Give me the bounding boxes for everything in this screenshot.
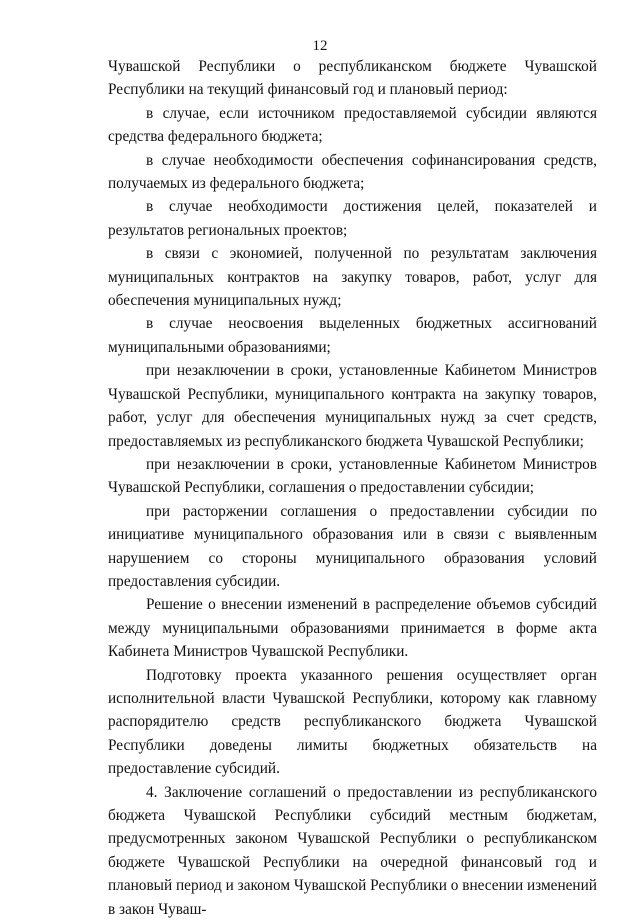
paragraph-section-4: 4. Заключение соглашений о предоставлении из республиканского бюджета Чувашской Республики субсидий местным бюджетам, предусмотренных законом Чувашской Республики о республиканском бюджете Чувашской Республики на очередной финансовый год и плановый период и законом Чувашской Республики о внесении изменений в закон Чуваш-: [108, 783, 597, 918]
paragraph-contract-not-concluded: при незаключении в сроки, установленные Кабинетом Министров Чувашской Республики, муниципального контракта на закупку товаров, работ, услуг для обеспечения муниципальных нужд за счет средств, предоставляемых из республиканского бюджета Чувашской Республики;: [108, 362, 597, 450]
paragraph-continuation: Чувашской Республики о республиканском бюджете Чувашской Республики на текущий финансовый год и плановый период:: [108, 58, 597, 99]
paragraph-contract-savings: в связи с экономией, полученной по результатам заключения муниципальных контрактов на закупку товаров, работ, услуг для обеспечения муниципальных нужд;: [108, 245, 597, 310]
paragraph-agreement-termination: при расторжении соглашения о предоставлении субсидии по инициативе муниципального образования или в связи с выявленным нарушением со стороны муниципального образования условий предоставления субсидии.: [108, 502, 597, 590]
paragraph-agreement-not-concluded: при незаключении в сроки, установленные Кабинетом Министров Чувашской Республики, соглашения о предоставлении субсидии;: [108, 455, 597, 497]
paragraph-regional-projects: в случае необходимости достижения целей, показателей и результатов региональных проектов;: [108, 198, 597, 239]
paragraph-cofinancing: в случае необходимости обеспечения софинансирования средств, получаемых из федерального бюджета;: [108, 151, 597, 193]
paragraph-federal-budget-source: в случае, если источником предоставляемой субсидии являются средства федерального бюджета;: [108, 104, 597, 146]
paragraph-draft-preparation: Подготовку проекта указанного решения осуществляет орган исполнительной власти Чувашской Республики, которому как главному распорядителю средств республиканского бюджета Чувашской Республики доведены лимиты бюджетных обязательств на предоставление субсидий.: [108, 666, 597, 778]
paragraph-unspent-allocations: в случае неосвоения выделенных бюджетных ассигнований муниципальными образованиями;: [108, 315, 597, 356]
document-body: [108, 55, 597, 921]
paragraph-decision-form: Решение о внесении изменений в распределение объемов субсидий между муниципальными образованиями принимается в форме акта Кабинета Министров Чувашской Республики.: [108, 596, 597, 661]
page-number: 12: [312, 38, 328, 54]
